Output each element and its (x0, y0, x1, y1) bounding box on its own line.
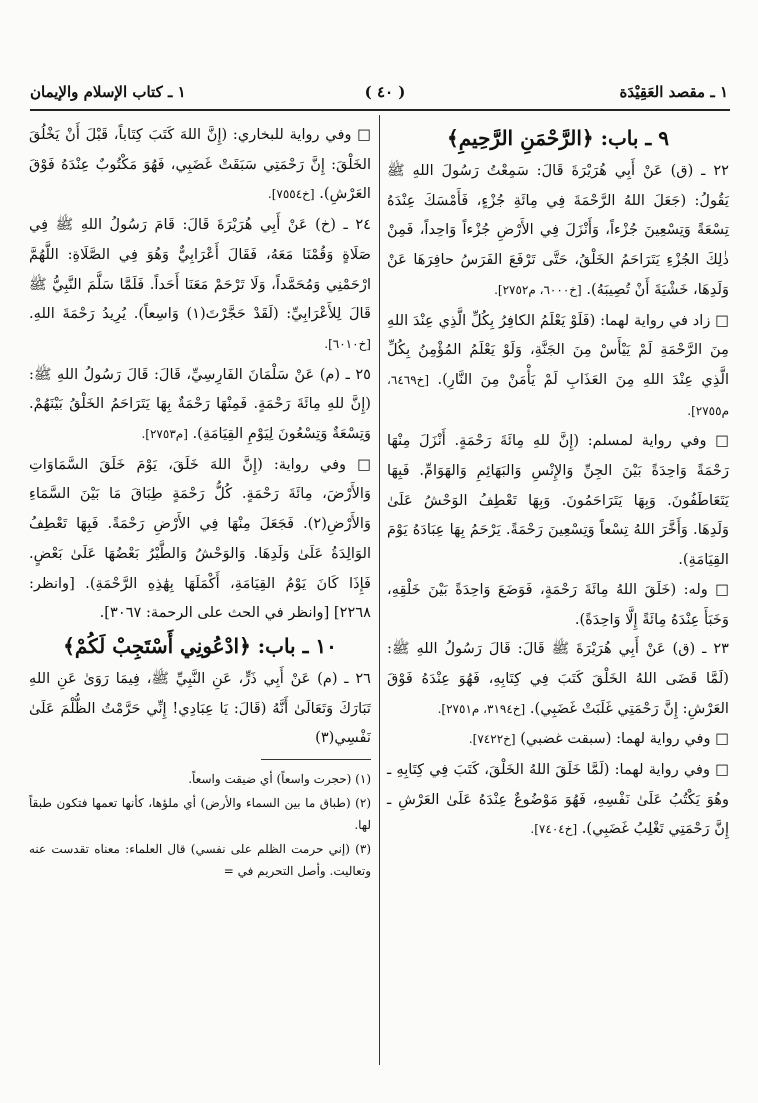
paragraph-text: ٢٦ ـ (م) عَنْ أَبِي ذَرٍّ، عَنِ النَّبِيِّ ﷺ، فِيمَا رَوَىٰ عَنِ اللهِ تَبَارَكَ وَتَعَالَىٰ أَنَّهُ (قَالَ: يَا عِبَادِي! إِنِّي حَرَّمْتُ الظُّلْمَ عَلَىٰ نَفْسِي(٣) (29, 669, 371, 747)
hadith-paragraph (387, 724, 729, 755)
paragraph-text: ٢٤ ـ (خ) عَنْ أَبِي هُرَيْرَةَ قَالَ: قَامَ رَسُولُ اللهِ ﷺ فِي صَلَاةٍ وَقُمْنَا مَعَهُ، فَقَالَ أَعْرَابِيٌّ وَهُوَ فِي الصَّلَاةِ: اللَّهُمَّ ارْحَمْنِي وَمُحَمَّداً، وَلَا تَرْحَمْ مَعَنَا أَحَداً. فَلَمَّا سَلَّمَ النَّبِيُّ ﷺ قَالَ لِلأَعْرَابِيِّ: (لَقَدْ حَجَّرْتَ(١) وَاسِعاً). يُرِيدُ رَحْمَةَ اللهِ. (29, 216, 371, 323)
hadith-paragraph (387, 306, 729, 427)
chapter-header: ١ ـ كتاب الإسلام والإيمان (30, 83, 186, 101)
footnote: (٣) (إني حرمت الظلم على نفسي) قال العلماء: معناه تقدست عنه وتعاليت. وأصل التحريم في = (29, 842, 371, 879)
reference-citation: [خ٧٤٢٢]. (468, 732, 516, 747)
column-divider (379, 115, 380, 1065)
hadith-paragraph (387, 634, 729, 724)
reference-citation: [م٢٧٥٣]. (141, 427, 188, 442)
footnote-divider (261, 759, 371, 760)
chapter-title: ٩ ـ باب: ﴿الرَّحْمَنِ الرَّحِيمِ﴾ (447, 126, 669, 150)
hadith-paragraph (387, 755, 729, 845)
hadith-paragraph (29, 664, 371, 753)
reference-citation: [خ٧٥٥٤]. (267, 187, 315, 202)
hadith-paragraph (29, 120, 371, 210)
left-column (29, 120, 371, 884)
hadith-paragraph (387, 156, 729, 306)
reference-citation: [خ٦٠٠٠، م٢٧٥٢]. (494, 282, 582, 297)
paragraph-text: □ وفي رواية لهما: (لَمَّا خَلَقَ اللهُ الخَلْقَ، كَتَبَ فِي كِتَابِهِ ـ وهُوَ يَكْتُبُ عَلَىٰ نَفْسِهِ، فَهُوَ مَوْضُوعٌ عِنْدَهُ عَلَىٰ العَرْشِ ـ إِنَّ رَحْمَتِي تَغْلِبُ غَضَبِي). (387, 761, 729, 838)
reference-citation: [خ٦٤٦٩، م٢٧٥٥]. (387, 372, 729, 418)
paragraph-text: □ وفي رواية للبخاري: (إِنَّ اللهَ كَتَبَ كِتَاباً، قَبْلَ أَنْ يَخْلُقَ الخَلْقَ: إِنَّ رَحْمَتِي سَبَقَتْ غَضَبِي، فَهُوَ مَكْتُوبٌ عِنْدَهُ فَوْقَ العَرْشِ). (29, 126, 371, 203)
hadith-paragraph (29, 450, 371, 628)
paragraph-text: ٢٣ ـ (ق) عَنْ أَبِي هُرَيْرَةَ ﷺ قَالَ: قَالَ رَسُولُ اللهِ ﷺ: (لَمَّا قَضَى اللهُ الخَلْقَ كَتَبَ فِي كِتَابِهِ، فَهُوَ عِنْدَهُ فَوْقَ العَرْشِ: إِنَّ رَحْمَتِي غَلَبَتْ غَضَبِي). (387, 640, 729, 717)
paragraph-text: □ وفي رواية: (إِنَّ اللهَ خَلَقَ، يَوْمَ خَلَقَ السَّمَاوَاتِ وَالأَرْضَ، مِائَةَ رَحْمَةٍ. كُلُّ رَحْمَةٍ طِبَاقَ مَا بَيْنَ السَّمَاءِ وَالأَرْضِ(٢). فَجَعَلَ مِنْهَا فِي الأَرْضِ رَحْمَةً. فَبِهَا تَعْطِفُ الوَالِدَةُ عَلَىٰ وَلَدِهَا. وَالوَحْشُ وَالطَّيْرُ بَعْضُهَا عَلَىٰ بَعْضٍ. فَإِذَا كَانَ يَوْمُ القِيَامَةِ، أَكْمَلَهَا بِهَٰذِهِ الرَّحْمَةِ). [وانظر: ٢٢٦٨] [وانظر في الحث على الرحمة: ٣٠٦٧]. (29, 455, 371, 622)
hadith-paragraph (387, 426, 729, 575)
section-header: ١ ـ مقصد العَقِيْدَة (619, 83, 728, 101)
right-column (387, 120, 729, 845)
paragraph-text: □ وله: (خَلَقَ اللهُ مِائَةَ رَحْمَةٍ، فَوَضَعَ وَاحِدَةً بَيْنَ خَلْقِهِ، وَخَبَأَ عِنْدَهُ مِائَةً إِلَّا وَاحِدَةً). (387, 580, 729, 628)
footnotes (29, 768, 371, 882)
hadith-paragraph (29, 210, 371, 360)
page-number: ( ٤٠ ) (364, 83, 406, 101)
paragraph-text: □ وفي رواية لمسلم: (إِنَّ للهِ مِائَةَ رَحْمَةٍ. أَنْزَلَ مِنْهَا رَحْمَةً وَاحِدَةً بَيْنَ الجِنِّ وَالإِنْسِ وَالبَهَائِمِ وَالهَوَامِّ. فَبِهَا يَتَعَاطَفُونَ. وَبِهَا يَتَرَاحَمُونَ. وَبِهَا تَعْطِفُ الوَحْشُ عَلَىٰ وَلَدِهَا. وَأَخَّرَ اللهُ تِسْعاً وَتِسْعِينَ رَحْمَةً. يَرْحَمُ بِهَا عِبَادَهُ يَوْمَ القِيَامَةِ). (387, 432, 729, 569)
header-divider (30, 109, 730, 111)
paragraph-text: □ زاد في رواية لهما: (فَلَوْ يَعْلَمُ الكافِرُ بِكُلِّ الَّذِي عِنْدَ اللهِ مِنَ الرَّحْمَةِ لَمْ يَيْأَسْ مِنَ الجَنَّةِ، وَلَوْ يَعْلَمُ المُؤْمِنُ بِكُلِّ الَّذِي عِنْدَ اللهِ مِنَ العَذَابِ لَمْ يَأْمَنْ مِنَ النَّارِ). (387, 311, 729, 388)
paragraph-text: ٢٢ ـ (ق) عَنْ أَبِي هُرَيْرَةَ قَالَ: سَمِعْتُ رَسُولَ اللهِ ﷺ يَقُولُ: (جَعَلَ اللهُ الرَّحْمَةَ فِي مِائَةِ جُزْءٍ، فَأَمْسَكَ عِنْدَهُ تِسْعَةً وَتِسْعِينَ جُزْءاً، وَأَنْزَلَ فِي الأَرْضِ جُزْءاً وَاحِداً، فَمِنْ ذٰلِكَ الجُزْءِ يَتَرَاحَمُ الخَلْقُ، حَتَّى تَرْفَعَ الفَرَسُ حافِرَهَا عَنْ وَلَدِهَا، خَشْيَةَ أَنْ تُصِيبَهُ). (387, 162, 729, 298)
chapter-title: ١٠ ـ باب: ﴿ادْعُونِي أَسْتَجِبْ لَكُمْ﴾ (63, 633, 337, 658)
reference-citation: [خ٧٤٠٤]. (530, 822, 578, 837)
footnote: (٢) (طباق ما بين السماء والأرض) أي ملؤها، كأنها تعمها فتكون طبقاً لها. (29, 796, 371, 833)
hadith-paragraph (387, 575, 729, 634)
paragraph-text: □ وفي رواية لهما: (سبقت غضبي) (520, 730, 729, 748)
footnote: (١) (حجرت واسعاً) أي ضيقت واسعاً. (188, 772, 371, 787)
hadith-paragraph (29, 360, 371, 450)
reference-citation: [خ٦٠١٠]. (324, 336, 371, 351)
reference-citation: [خ٣١٩٤، م٢٧٥١]. (437, 701, 526, 716)
paragraph-text: ٢٥ ـ (م) عَنْ سَلْمَانَ الفَارِسِيِّ، قَالَ: قَالَ رَسُولُ اللهِ ﷺ: (إِنَّ للهِ مِائَةَ رَحْمَةٍ. فَمِنْهَا رَحْمَةٌ بِهَا يَتَرَاحَمُ الخَلْقُ بَيْنَهُمْ. وَتِسْعَةٌ وَتِسْعُونَ لِيَوْمِ القِيَامَةِ). (29, 365, 371, 443)
